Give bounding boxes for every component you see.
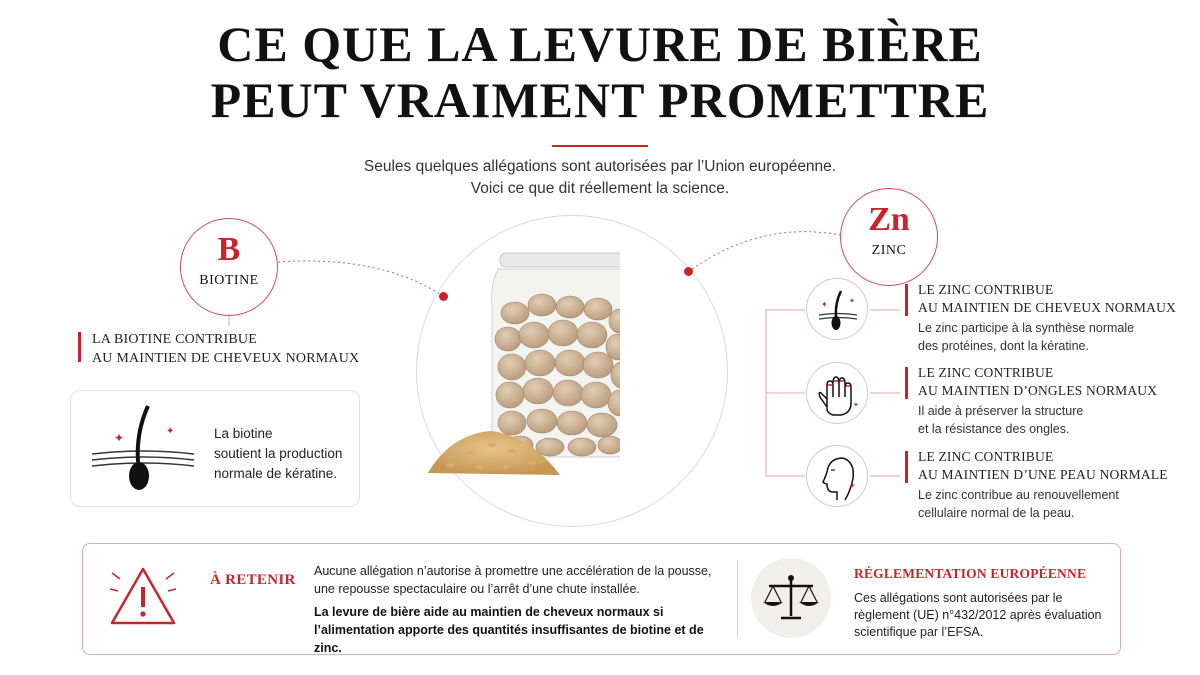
biotine-accent-bar [78, 332, 81, 362]
retenir-label: À RETENIR [210, 572, 296, 588]
hair-follicle-icon [807, 279, 869, 341]
biotine-symbol: B [217, 231, 241, 268]
svg-text:✦: ✦ [853, 401, 859, 409]
zinc-skin-icon-circle [806, 445, 868, 507]
svg-text:✦: ✦ [821, 300, 828, 309]
biotine-card-line-1: La biotine [214, 426, 273, 441]
hand-nails-icon [807, 363, 869, 425]
subtitle-line-2: Voici ce que dit réellement la science. [470, 180, 730, 197]
biotine-card-line-2: soutient la production [214, 446, 343, 461]
zinc-hair-accent-bar [905, 284, 908, 316]
zinc-hair-heading-line-1: LE ZINC CONTRIBUE [918, 282, 1054, 297]
biotine-card-text [214, 424, 354, 484]
warning-triangle-icon [108, 565, 178, 627]
zinc-nails-text-line-1: Il aide à préserver la structure [918, 404, 1084, 418]
zinc-hair-text [918, 319, 1134, 355]
zinc-skin-heading-line-2: AU MAINTIEN D’UNE PEAU NORMALE [918, 467, 1168, 482]
scale-icon-circle [751, 558, 831, 638]
svg-text:✦: ✦ [849, 297, 855, 305]
zinc-symbol: Zn [868, 201, 910, 238]
title-line-2: PEUT VRAIMENT PROMETTRE [210, 72, 990, 128]
zinc-hair-icon-circle [806, 278, 868, 340]
biotine-heading-line-1: LA BIOTINE CONTRIBUE [92, 332, 257, 347]
reglementation-text: Ces allégations sont autorisées par le règlement (UE) n°432/2012 après évaluation scientifique par l’EFSA. [854, 591, 1102, 639]
biotine-heading [92, 330, 359, 368]
zinc-nails-text [918, 402, 1083, 438]
reglementation-label: RÉGLEMENTATION EUROPÉENNE [854, 566, 1087, 581]
hair-follicle-icon [88, 402, 198, 496]
zinc-skin-heading-line-1: LE ZINC CONTRIBUE [918, 449, 1054, 464]
retenir-paragraph-1: Aucune allégation n’autorise à promettre une accélération de la pousse, une repousse spectaculaire ou l’arrêt d’une chute installée. [314, 564, 712, 596]
zinc-hair-text-line-1: Le zinc participe à la synthèse normale [918, 321, 1135, 335]
zinc-skin-text-line-2: cellulaire normal de la peau. [918, 506, 1075, 520]
biotine-badge [180, 218, 278, 316]
zinc-nails-accent-bar [905, 367, 908, 399]
zinc-nails-icon-circle [806, 362, 868, 424]
biotine-card-line-3: normale de kératine. [214, 466, 338, 481]
svg-text:✦: ✦ [114, 431, 125, 445]
retenir-paragraph-2: La levure de bière aide au maintien de cheveux normaux si l’alimentation apporte des quantités insuffisantes de biotine et de zinc. [314, 605, 704, 655]
zinc-hair-heading [918, 281, 1176, 317]
zinc-nails-text-line-2: et la résistance des ongles. [918, 422, 1070, 436]
zinc-skin-accent-bar [905, 451, 908, 483]
zinc-nails-heading-line-1: LE ZINC CONTRIBUE [918, 365, 1054, 380]
zinc-name: ZINC [871, 243, 907, 258]
zinc-skin-text [918, 486, 1119, 522]
title-line-1: CE QUE LA LEVURE DE BIÈRE [217, 16, 983, 72]
zinc-nails-heading [918, 364, 1157, 400]
svg-text:✦: ✦ [849, 481, 856, 490]
svg-text:✦: ✦ [166, 426, 175, 437]
yeast-jar-image [420, 235, 620, 495]
face-skin-icon [807, 446, 869, 508]
zinc-skin-heading [918, 448, 1168, 484]
zinc-badge [840, 188, 938, 286]
zinc-skin-text-line-1: Le zinc contribue au renouvellement [918, 488, 1119, 502]
zinc-nails-heading-line-2: AU MAINTIEN D’ONGLES NORMAUX [918, 383, 1158, 398]
connector-dot-right [684, 267, 693, 276]
biotine-name: BIOTINE [199, 273, 259, 288]
biotine-heading-line-2: AU MAINTIEN DE CHEVEUX NORMAUX [92, 351, 360, 366]
subtitle-line-1: Seules quelques allégations sont autorisées par l’Union européenne. [363, 158, 837, 175]
bottom-divider [737, 560, 738, 638]
zinc-hair-text-line-2: des protéines, dont la kératine. [918, 339, 1089, 353]
balance-scale-icon [751, 558, 831, 638]
zinc-hair-heading-line-2: AU MAINTIEN DE CHEVEUX NORMAUX [918, 300, 1176, 315]
